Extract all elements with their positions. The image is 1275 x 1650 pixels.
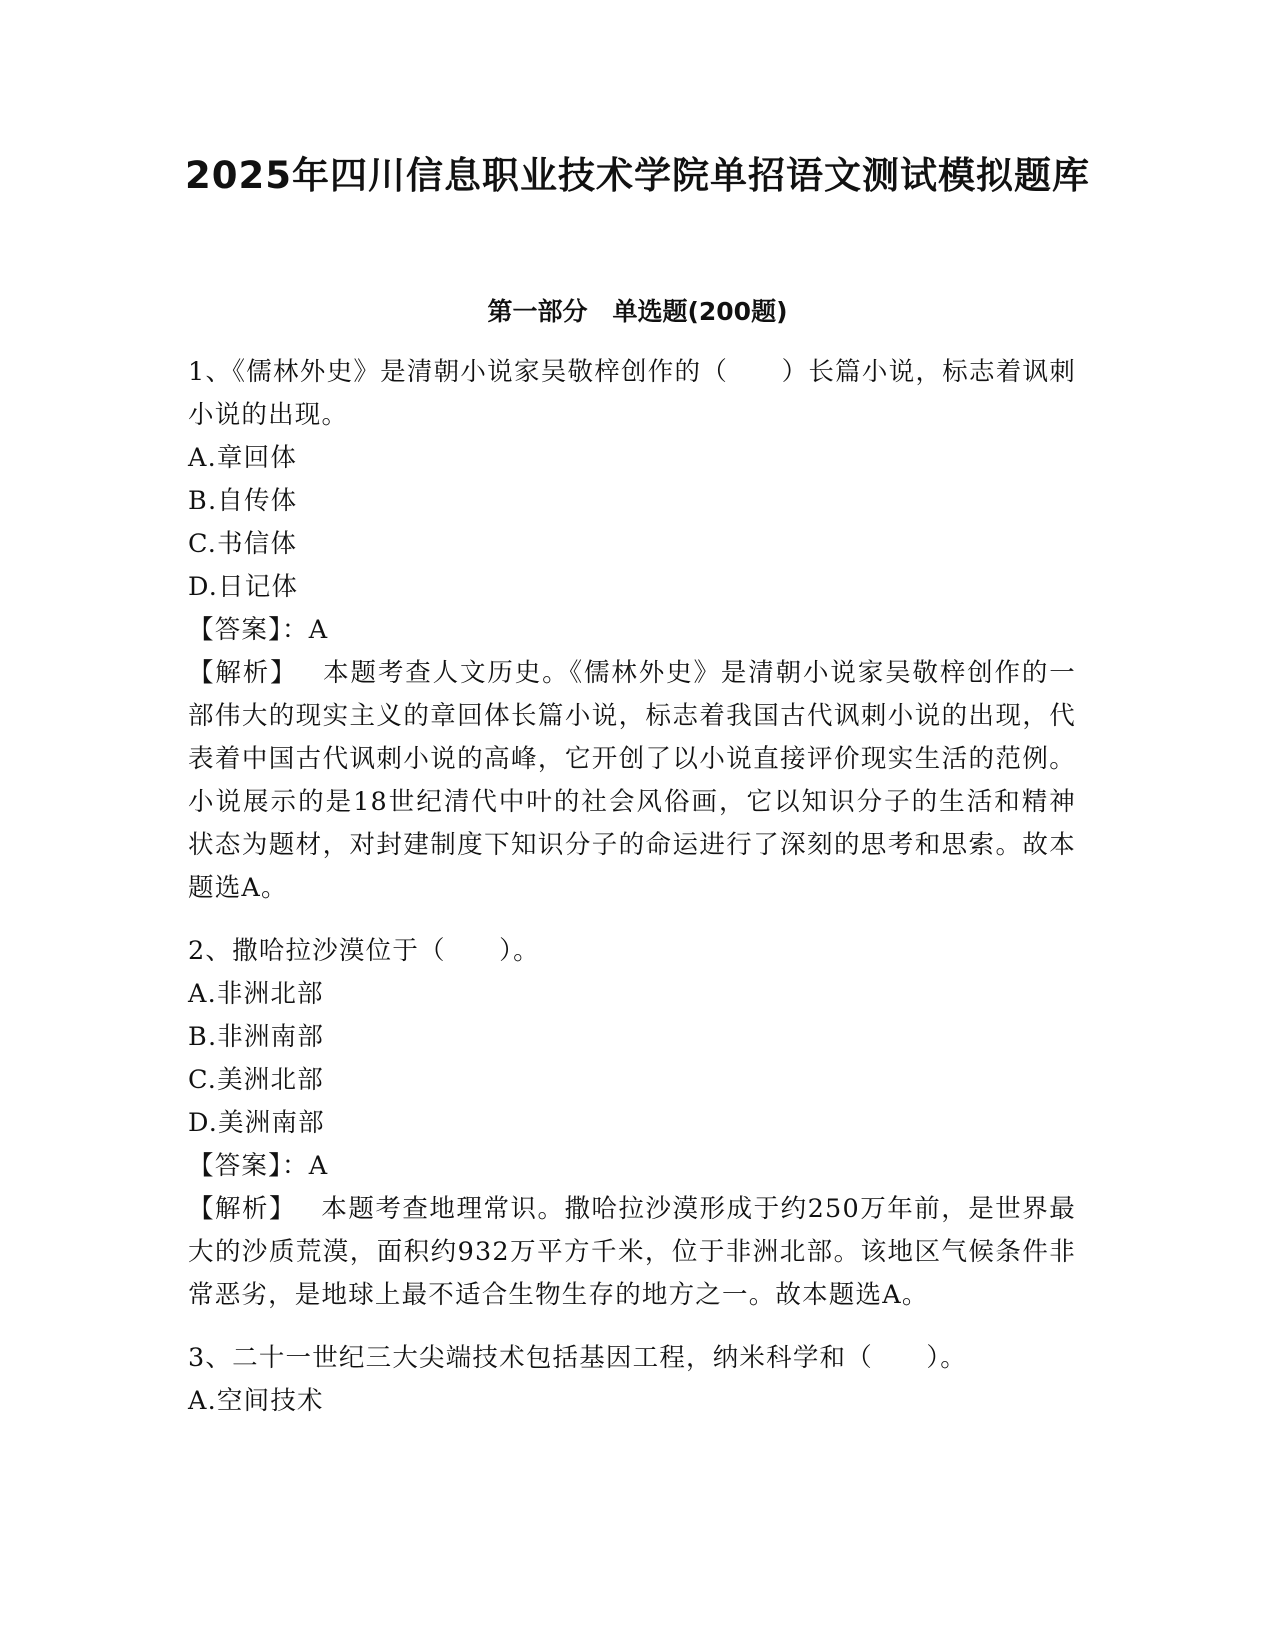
- analysis-label: 【解析】: [188, 1194, 297, 1224]
- question-3: [188, 1337, 1076, 1423]
- option-d: D.日记体: [188, 572, 299, 602]
- section-title: 第一部分 单选题(200题): [487, 297, 788, 326]
- analysis-text: 本题考查人文历史。《儒林外史》是清朝小说家吴敬梓创作的一部伟大的现实主义的章回体长篇小说，标志着我国古代讽刺小说的出现，代表着中国古代讽刺小说的高峰，它开创了以小说直接评价现实生活的范例。小说展示的是18世纪清代中叶的社会风俗画，它以知识分子的生活和精神状态为题材，对封建制度下知识分子的命运进行了深刻的思考和思索。故本题选A。: [188, 658, 1076, 903]
- analysis-text: 本题考查地理常识。撒哈拉沙漠形成于约250万年前，是世界最大的沙质荒漠，面积约932万平方千米，位于非洲北部。该地区气候条件非常恶劣，是地球上最不适合生物生存的地方之一。故本题选A。: [188, 1194, 1076, 1310]
- question-list: [188, 351, 1076, 1443]
- answer-line: [188, 609, 1076, 652]
- question-stem: 1、《儒林外史》是清朝小说家吴敬梓创作的（ ）长篇小说，标志着讽刺小说的出现。: [188, 357, 1076, 430]
- answer-label: 【答案】：: [188, 1151, 309, 1181]
- option-a: A.非洲北部: [188, 979, 324, 1009]
- question-1: [188, 351, 1076, 910]
- option-d: D.美洲南部: [188, 1108, 325, 1138]
- option-a: A.章回体: [188, 443, 298, 473]
- answer-label: 【答案】：: [188, 615, 309, 645]
- question-2: [188, 930, 1076, 1317]
- answer-line: [188, 1145, 1076, 1188]
- option-c: C.书信体: [188, 529, 298, 559]
- document-title: 2025年四川信息职业技术学院单招语文测试模拟题库: [185, 154, 1090, 197]
- option-b: B.非洲南部: [188, 1022, 325, 1052]
- option-b: B.自传体: [188, 486, 298, 516]
- option-c: C.美洲北部: [188, 1065, 324, 1095]
- option-a: A.空间技术: [188, 1386, 324, 1416]
- analysis-paragraph: [188, 652, 1076, 910]
- answer-value: A: [308, 1151, 329, 1181]
- question-stem: 2、撒哈拉沙漠位于（ ）。: [188, 936, 540, 966]
- analysis-paragraph: [188, 1188, 1076, 1317]
- answer-value: A: [308, 615, 329, 645]
- analysis-label: 【解析】: [188, 658, 298, 688]
- question-stem: 3、二十一世纪三大尖端技术包括基因工程，纳米科学和（ ）。: [188, 1343, 967, 1373]
